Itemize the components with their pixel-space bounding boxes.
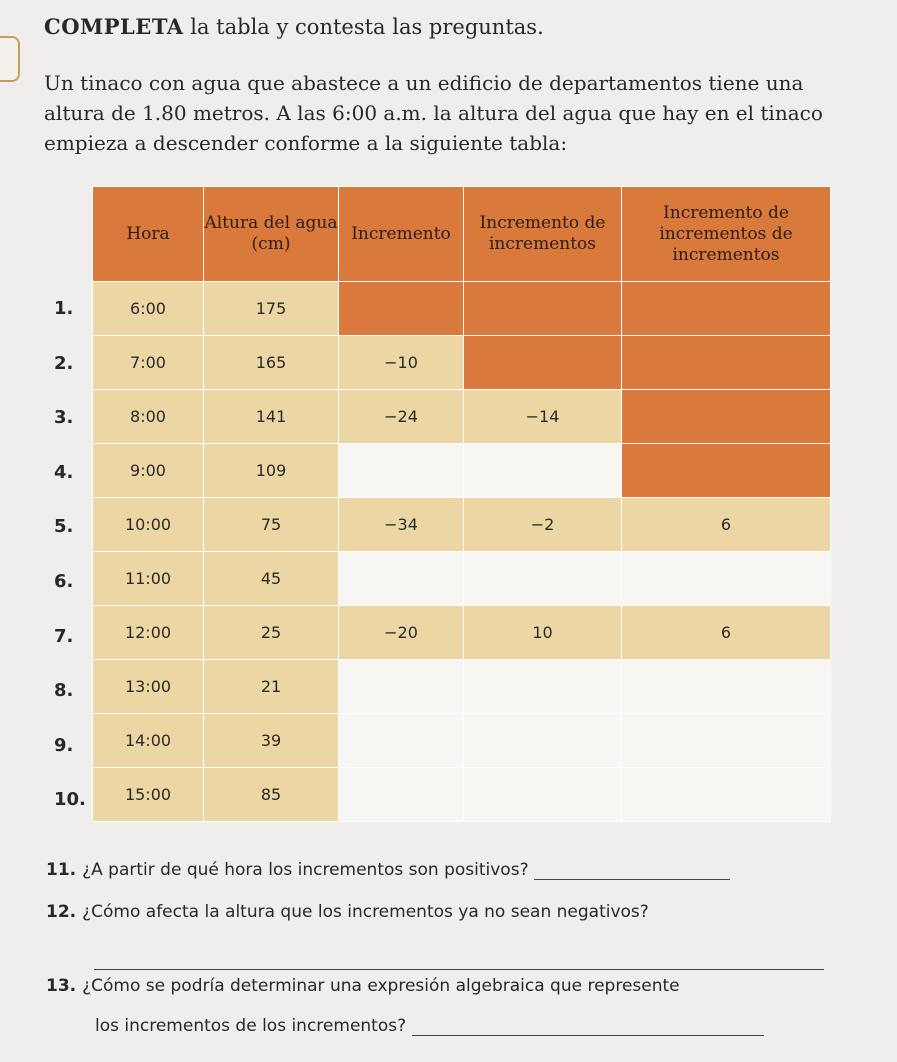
cell-hora: 10:00 [93, 498, 204, 552]
header-incremento-de-incrementos: Incremento de incrementos [464, 187, 622, 282]
header-incremento-de-incrementos-de-incrementos: Incremento de incrementos de incrementos [622, 187, 831, 282]
cell-altura: 21 [204, 660, 339, 714]
cell-inc-inc-shaded [464, 336, 622, 390]
row-number: 9. [54, 734, 74, 756]
question-number: 13. [46, 976, 77, 996]
cell-inc-inc-inc-shaded [622, 282, 831, 336]
row-number: 1. [54, 298, 74, 319]
cell-incremento: −20 [339, 606, 464, 660]
cell-hora: 15:00 [93, 768, 204, 822]
intro-line-3: empieza a descender conforme a la siguiente tabla: [44, 131, 568, 155]
cell-inc-inc-inc-blank[interactable] [622, 714, 831, 768]
question-number: 12. [46, 902, 77, 922]
header-incremento: Incremento [339, 187, 464, 282]
cell-inc-inc-blank[interactable] [464, 768, 622, 822]
answer-line-11[interactable] [534, 879, 730, 880]
cell-incremento-blank[interactable] [339, 714, 464, 768]
cell-inc-inc-inc-blank[interactable] [622, 768, 831, 822]
row-number: 5. [54, 516, 74, 538]
answer-line-12[interactable] [94, 950, 824, 970]
cell-altura: 109 [204, 444, 339, 498]
table-row [93, 552, 831, 606]
row-number: 3. [54, 407, 74, 429]
cell-inc-inc: −14 [464, 390, 622, 444]
cell-altura: 75 [204, 498, 339, 552]
heading-label-caps: COMPLETA [44, 14, 184, 39]
cell-hora: 14:00 [93, 714, 204, 768]
problem-statement [44, 68, 854, 158]
cell-hora: 12:00 [93, 606, 204, 660]
row-number: 8. [54, 680, 74, 702]
cell-inc-inc-inc-blank[interactable] [622, 660, 831, 714]
row-number: 10. [54, 789, 86, 811]
cell-altura: 141 [204, 390, 339, 444]
cell-incremento: −10 [339, 336, 464, 390]
row-number: 6. [54, 570, 74, 592]
question-text-continued: los incrementos de los incrementos? [95, 1016, 407, 1036]
cell-incremento-blank[interactable] [339, 660, 464, 714]
cell-altura: 165 [204, 336, 339, 390]
intro-line-2: altura de 1.80 metros. A las 6:00 a.m. la altura del agua que hay en el tinaco [44, 101, 823, 125]
row-number: 7. [54, 625, 74, 647]
cell-inc-inc-inc: 6 [622, 498, 831, 552]
cell-inc-inc-inc: 6 [622, 606, 831, 660]
cell-incremento-blank[interactable] [339, 768, 464, 822]
cell-altura: 45 [204, 552, 339, 606]
header-hora: Hora [93, 187, 204, 282]
cell-altura: 85 [204, 768, 339, 822]
cell-inc-inc-inc-shaded [622, 336, 831, 390]
cell-incremento-shaded [339, 282, 464, 336]
cell-altura: 175 [204, 282, 339, 336]
cell-hora: 7:00 [93, 336, 204, 390]
table-row [93, 714, 831, 768]
cell-incremento: −24 [339, 390, 464, 444]
cell-hora: 9:00 [93, 444, 204, 498]
cell-hora: 8:00 [93, 390, 204, 444]
cell-inc-inc-blank[interactable] [464, 444, 622, 498]
cell-inc-inc: −2 [464, 498, 622, 552]
table-row [93, 444, 831, 498]
question-13 [46, 976, 680, 996]
intro-line-1: Un tinaco con agua que abastece a un edificio de departamentos tiene una [44, 71, 804, 95]
table-row [93, 390, 831, 444]
cell-hora: 11:00 [93, 552, 204, 606]
row-number: 2. [54, 352, 74, 374]
cell-hora: 13:00 [93, 660, 204, 714]
table-row [93, 282, 831, 336]
table-row [93, 660, 831, 714]
cell-incremento-blank[interactable] [339, 444, 464, 498]
cell-inc-inc-blank[interactable] [464, 714, 622, 768]
question-number: 11. [46, 860, 77, 880]
table-row [93, 336, 831, 390]
cell-hora: 6:00 [93, 282, 204, 336]
table-row [93, 768, 831, 822]
row-numbers [54, 282, 86, 828]
cell-incremento: −34 [339, 498, 464, 552]
cell-altura: 25 [204, 606, 339, 660]
heading-label-rest: la tabla y contesta las preguntas. [183, 15, 544, 39]
question-11 [46, 860, 730, 880]
margin-tab-marker [0, 36, 20, 82]
cell-inc-inc: 10 [464, 606, 622, 660]
cell-inc-inc-inc-shaded [622, 444, 831, 498]
question-text: ¿Cómo afecta la altura que los incrementos ya no sean negativos? [82, 902, 649, 922]
header-altura: Altura del agua (cm) [204, 187, 339, 282]
row-number: 4. [54, 461, 74, 483]
cell-inc-inc-inc-shaded [622, 390, 831, 444]
answer-line-12-rule[interactable] [94, 969, 824, 970]
table-row [93, 498, 831, 552]
cell-inc-inc-blank[interactable] [464, 552, 622, 606]
cell-inc-inc-inc-blank[interactable] [622, 552, 831, 606]
table-header-row [93, 187, 831, 282]
water-height-table [92, 186, 831, 822]
answer-line-13[interactable] [412, 1035, 764, 1036]
cell-inc-inc-shaded [464, 282, 622, 336]
cell-inc-inc-blank[interactable] [464, 660, 622, 714]
cell-incremento-blank[interactable] [339, 552, 464, 606]
question-text: ¿Cómo se podría determinar una expresión algebraica que represente [82, 976, 680, 996]
table-row [93, 606, 831, 660]
instruction-heading [44, 14, 544, 39]
question-text: ¿A partir de qué hora los incrementos son positivos? [82, 860, 529, 880]
cell-altura: 39 [204, 714, 339, 768]
question-13-continued [95, 1016, 764, 1036]
question-12 [46, 902, 649, 922]
